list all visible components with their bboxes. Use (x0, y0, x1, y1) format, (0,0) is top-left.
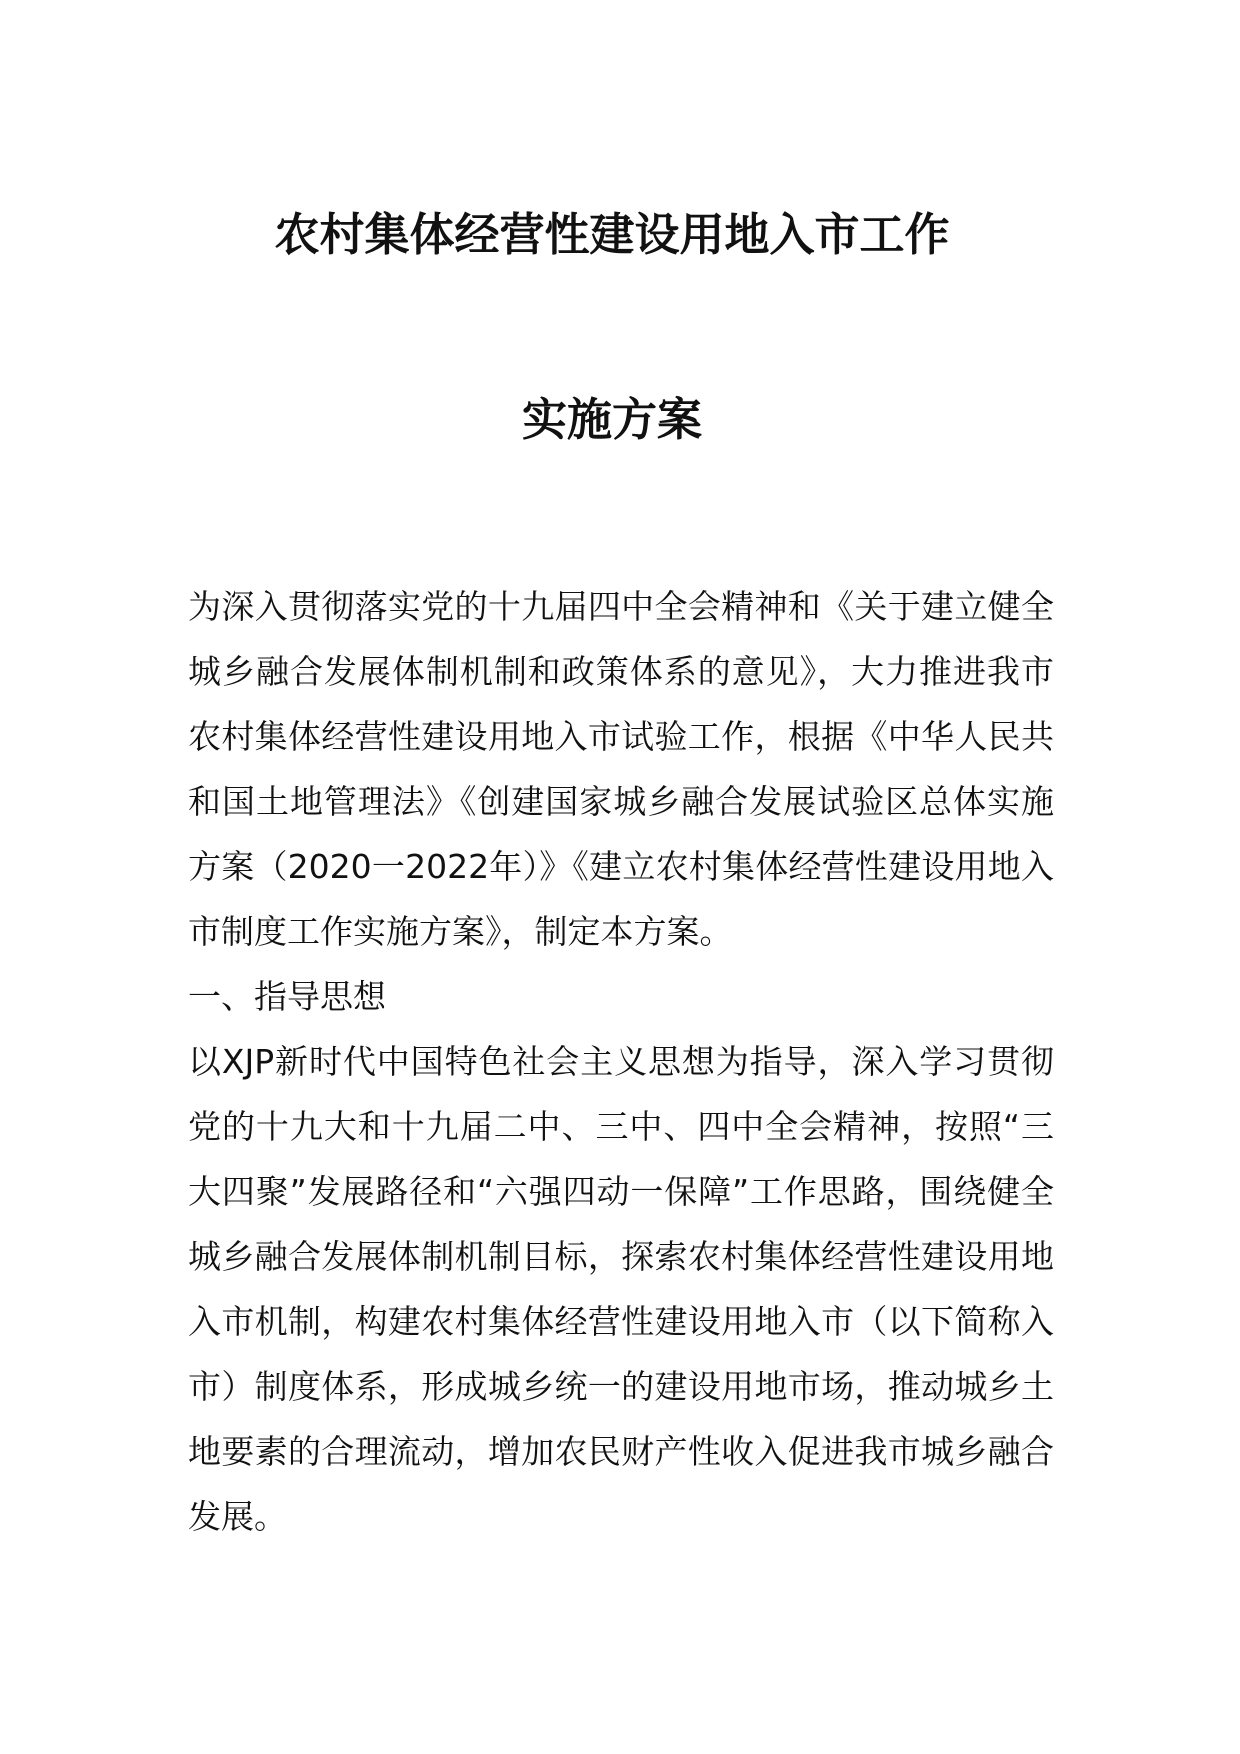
section-heading-guiding-ideology: 一、指导思想 (188, 977, 386, 1016)
guiding-ideology-paragraph: 以XJP新时代中国特色社会主义思想为指导，深入学习贯彻党的十九大和十九届二中、三中、四中全会精神，按照“三大四聚”发展路径和“六强四动一保障”工作思路，围绕健全城乡融合发展体制机制目标，探索农村集体经营性建设用地入市机制，构建农村集体经营性建设用地入市（以下简称入市）制度体系，形成城乡统一的建设用地市场，推动城乡土地要素的合理流动，增加农民财产性收入促进我市城乡融合发展。 (188, 1042, 1054, 1536)
intro-paragraph: 为深入贯彻落实党的十九届四中全会精神和《关于建立健全城乡融合发展体制机制和政策体系的意见》，大力推进我市农村集体经营性建设用地入市试验工作，根据《中华人民共和国土地管理法》《创建国家城乡融合发展试验区总体实施方案（2020一2022年）》《建立农村集体经营性建设用地入市制度工作实施方案》，制定本方案。 (188, 587, 1054, 951)
document-title-line-2: 实施方案 (521, 393, 702, 446)
document-title-line-1: 农村集体经营性建设用地入市工作 (274, 208, 950, 261)
document-body (188, 574, 1054, 1549)
